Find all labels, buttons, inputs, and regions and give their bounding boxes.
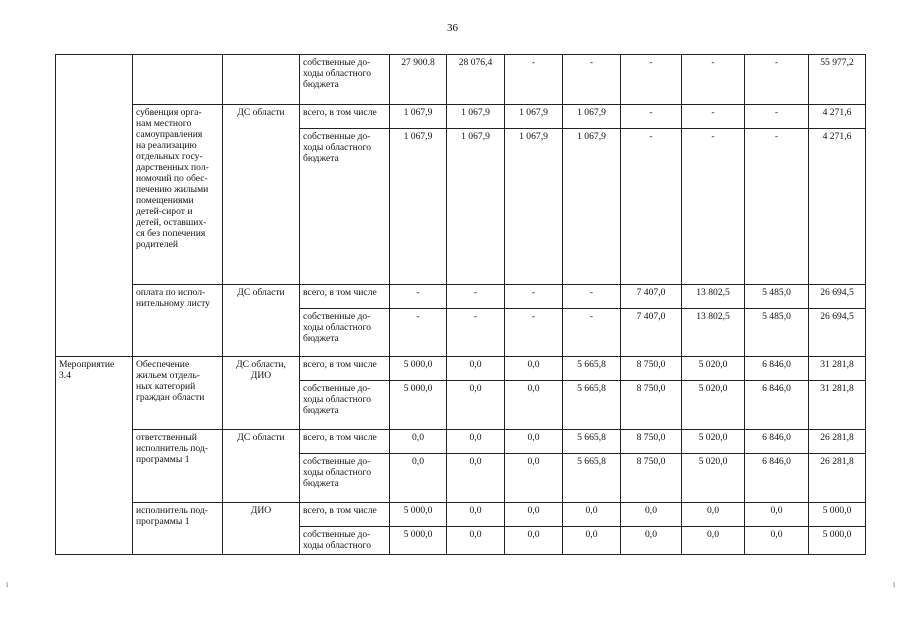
value-cell: 5 665,8 xyxy=(563,357,621,381)
value-cell: 8 750,0 xyxy=(621,357,682,381)
value-cell: - xyxy=(621,55,682,105)
value-cell: 0,0 xyxy=(447,381,505,430)
value-cell: 13 802,5 xyxy=(682,309,745,357)
value-cell: - xyxy=(447,309,505,357)
performer-cell: ДС области xyxy=(223,105,300,285)
value-cell: 5 485,0 xyxy=(745,309,809,357)
value-cell: 0,0 xyxy=(563,503,621,527)
value-cell: 0,0 xyxy=(505,454,563,503)
value-cell: 5 020,0 xyxy=(682,454,745,503)
value-cell: 0,0 xyxy=(447,357,505,381)
value-cell: - xyxy=(563,55,621,105)
value-cell: - xyxy=(621,129,682,285)
value-cell: 8 750,0 xyxy=(621,381,682,430)
value-cell: 1 067,9 xyxy=(563,129,621,285)
value-cell: - xyxy=(390,309,447,357)
value-cell: - xyxy=(505,55,563,105)
page-number: 36 xyxy=(447,22,458,34)
performer-cell: ДС области, ДИО xyxy=(223,357,300,430)
value-cell: 7 407,0 xyxy=(621,309,682,357)
source-cell: собственные до- ходы областного бюджета xyxy=(300,309,390,357)
value-cell: 5 020,0 xyxy=(682,357,745,381)
value-cell: 5 665,8 xyxy=(563,454,621,503)
performer-cell: ДС области xyxy=(223,430,300,503)
value-cell: 0,0 xyxy=(447,503,505,527)
value-cell: 0,0 xyxy=(621,527,682,555)
performer-cell: ДИО xyxy=(223,503,300,555)
value-cell: - xyxy=(563,285,621,309)
performer-cell: ДС области xyxy=(223,285,300,357)
source-cell: всего, в том числе xyxy=(300,503,390,527)
value-cell: - xyxy=(682,129,745,285)
value-cell: 1 067,9 xyxy=(505,105,563,129)
table-row xyxy=(56,285,866,309)
value-cell: - xyxy=(682,55,745,105)
value-cell: 0,0 xyxy=(447,430,505,454)
value-cell: 5 000,0 xyxy=(390,527,447,555)
total-cell: 26 281,8 xyxy=(809,430,866,454)
value-cell: - xyxy=(447,285,505,309)
value-cell: - xyxy=(621,105,682,129)
value-cell: 0,0 xyxy=(390,454,447,503)
source-cell: собственные до- ходы областного бюджета xyxy=(300,381,390,430)
value-cell: 0,0 xyxy=(505,503,563,527)
table-row xyxy=(56,357,866,381)
value-cell: - xyxy=(505,285,563,309)
value-cell: 6 846,0 xyxy=(745,381,809,430)
value-cell: 0,0 xyxy=(563,527,621,555)
total-cell: 55 977,2 xyxy=(809,55,866,105)
value-cell: 6 846,0 xyxy=(745,454,809,503)
group-cell xyxy=(56,55,133,357)
value-cell: 0,0 xyxy=(447,454,505,503)
group-cell: Мероприятие 3.4 xyxy=(56,357,133,555)
total-cell: 26 281,8 xyxy=(809,454,866,503)
value-cell: 0,0 xyxy=(621,503,682,527)
value-cell: 7 407,0 xyxy=(621,285,682,309)
total-cell: 5 000,0 xyxy=(809,527,866,555)
total-cell: 26 694,5 xyxy=(809,309,866,357)
total-cell: 4 271,6 xyxy=(809,105,866,129)
value-cell: 6 846,0 xyxy=(745,357,809,381)
value-cell: - xyxy=(505,309,563,357)
table-row xyxy=(56,503,866,527)
value-cell: 1 067,9 xyxy=(390,105,447,129)
total-cell: 26 694,5 xyxy=(809,285,866,309)
source-cell: собственные до- ходы областного бюджета xyxy=(300,55,390,105)
value-cell: 5 020,0 xyxy=(682,430,745,454)
value-cell: 0,0 xyxy=(745,527,809,555)
value-cell: 13 802,5 xyxy=(682,285,745,309)
source-cell: всего, в том числе xyxy=(300,285,390,309)
table-row xyxy=(56,430,866,454)
measure-cell: оплата по испол- нительному листу xyxy=(133,285,223,357)
source-cell: всего, в том числе xyxy=(300,105,390,129)
table-row xyxy=(56,55,866,105)
source-cell: всего, в том числе xyxy=(300,357,390,381)
measure-cell: субвенция орга- нам местного самоуправления на реализацию отдельных госу- дарственных пол- номочий по обес- печению жилыми помещениями детей-сирот и детей, оставших- ся без попечения родителей xyxy=(133,105,223,285)
total-cell: 31 281,8 xyxy=(809,357,866,381)
source-cell: всего, в том числе xyxy=(300,430,390,454)
value-cell: 6 846,0 xyxy=(745,430,809,454)
measure-cell: исполнитель под- программы 1 xyxy=(133,503,223,555)
value-cell: 5 485,0 xyxy=(745,285,809,309)
value-cell: 5 665,8 xyxy=(563,381,621,430)
measure-cell xyxy=(133,55,223,105)
value-cell: - xyxy=(563,309,621,357)
table-row xyxy=(56,105,866,129)
value-cell: 1 067,9 xyxy=(505,129,563,285)
value-cell: 0,0 xyxy=(682,503,745,527)
value-cell: 8 750,0 xyxy=(621,454,682,503)
budget-table xyxy=(55,54,866,555)
value-cell: 0,0 xyxy=(745,503,809,527)
value-cell: 0,0 xyxy=(505,527,563,555)
value-cell: - xyxy=(682,105,745,129)
value-cell: 0,0 xyxy=(505,381,563,430)
value-cell: 0,0 xyxy=(505,357,563,381)
value-cell: 5 665,8 xyxy=(563,430,621,454)
left-edge-mark: i xyxy=(6,580,9,589)
value-cell: - xyxy=(390,285,447,309)
value-cell: 1 067,9 xyxy=(390,129,447,285)
total-cell: 31 281,8 xyxy=(809,381,866,430)
value-cell: 0,0 xyxy=(390,430,447,454)
value-cell: 5 020,0 xyxy=(682,381,745,430)
value-cell: 1 067,9 xyxy=(447,105,505,129)
value-cell: - xyxy=(745,105,809,129)
value-cell: 5 000,0 xyxy=(390,381,447,430)
source-cell: собственные до- ходы областного бюджета xyxy=(300,129,390,285)
source-cell: собственные до- ходы областного xyxy=(300,527,390,555)
total-cell: 5 000,0 xyxy=(809,503,866,527)
value-cell: 0,0 xyxy=(447,527,505,555)
source-cell: собственные до- ходы областного бюджета xyxy=(300,454,390,503)
value-cell: - xyxy=(745,129,809,285)
total-cell: 4 271,6 xyxy=(809,129,866,285)
value-cell: 5 000,0 xyxy=(390,503,447,527)
measure-cell: ответственный исполнитель под- программы 1 xyxy=(133,430,223,503)
value-cell: 1 067,9 xyxy=(563,105,621,129)
performer-cell xyxy=(223,55,300,105)
value-cell: 0,0 xyxy=(505,430,563,454)
value-cell: 27 900.8 xyxy=(390,55,447,105)
value-cell: 5 000,0 xyxy=(390,357,447,381)
value-cell: 1 067,9 xyxy=(447,129,505,285)
value-cell: - xyxy=(745,55,809,105)
value-cell: 28 076,4 xyxy=(447,55,505,105)
right-edge-mark: i xyxy=(893,580,896,589)
value-cell: 0,0 xyxy=(682,527,745,555)
measure-cell: Обеспечение жильем отдель- ных категорий граждан области xyxy=(133,357,223,430)
value-cell: 8 750,0 xyxy=(621,430,682,454)
